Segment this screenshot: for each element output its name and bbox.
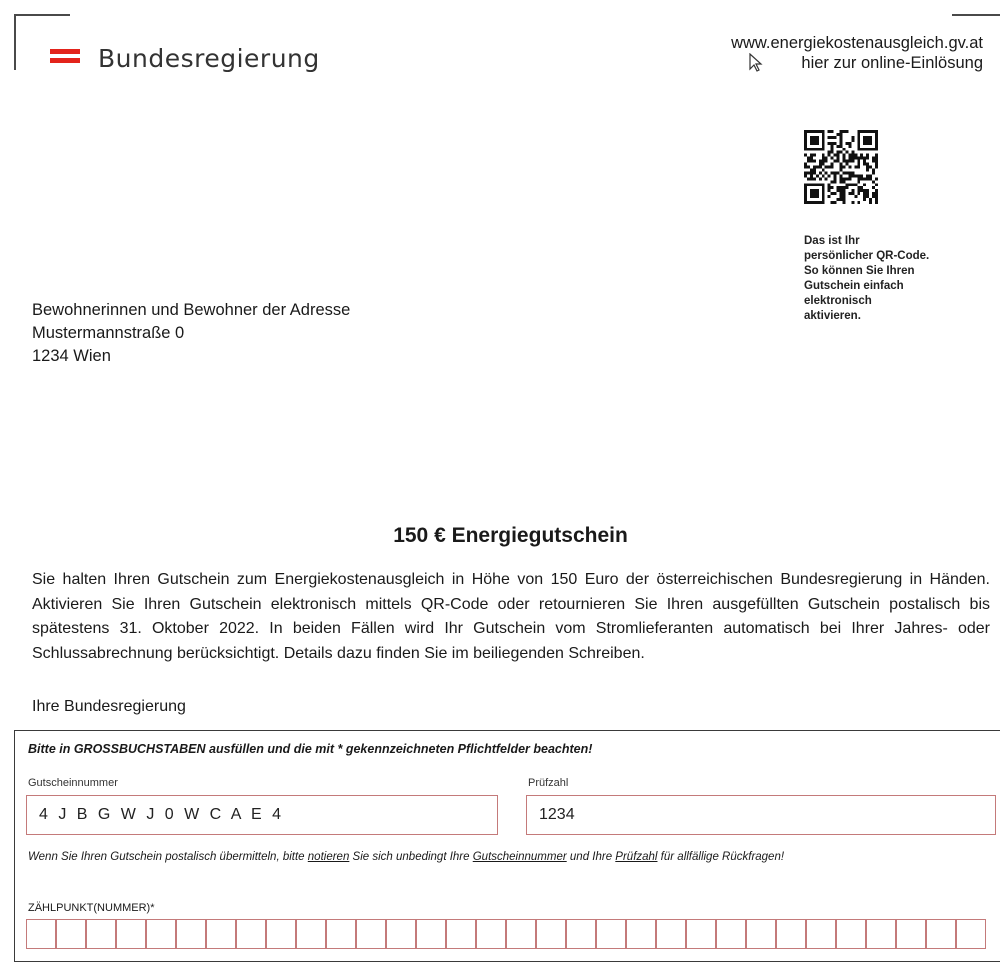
meter-point-cell[interactable] — [116, 919, 146, 949]
meter-point-cell[interactable] — [236, 919, 266, 949]
qr-caption-line: persönlicher QR-Code. — [804, 250, 930, 262]
meter-point-cell[interactable] — [176, 919, 206, 949]
meter-point-cell[interactable] — [206, 919, 236, 949]
meter-point-cell[interactable] — [776, 919, 806, 949]
note-text: für allfällige Rückfragen! — [657, 851, 785, 863]
meter-point-cell[interactable] — [536, 919, 566, 949]
form-instruction: Bitte in GROSSBUCHSTABEN ausfüllen und die mit * gekennzeichneten Pflichtfelder beachten! — [28, 742, 593, 756]
meter-point-cell[interactable] — [746, 919, 776, 949]
qr-caption-line: elektronisch — [804, 295, 872, 307]
website-url[interactable]: www.energiekostenausgleich.gv.at — [731, 34, 983, 52]
meter-point-cell[interactable] — [356, 919, 386, 949]
address-line: Bewohnerinnen und Bewohner der Adresse — [32, 301, 351, 319]
check-digit-label: Prüfzahl — [528, 777, 569, 789]
signoff: Ihre Bundesregierung — [32, 698, 186, 715]
qr-caption-line: Das ist Ihr — [804, 235, 860, 247]
meter-point-cell[interactable] — [146, 919, 176, 949]
qr-caption-line: Gutschein einfach — [804, 280, 904, 292]
qr-caption-line: So können Sie Ihren — [804, 265, 915, 277]
meter-point-cell[interactable] — [56, 919, 86, 949]
logo-text: Bundesregierung — [98, 44, 320, 73]
meter-point-cell[interactable] — [416, 919, 446, 949]
meter-point-cell[interactable] — [686, 919, 716, 949]
qr-code[interactable] — [804, 130, 878, 204]
qr-caption — [804, 234, 964, 324]
meter-point-cell[interactable] — [566, 919, 596, 949]
note-text: Sie sich unbedingt Ihre — [349, 851, 473, 863]
meter-point-cell[interactable] — [26, 919, 56, 949]
address-line: 1234 Wien — [32, 347, 111, 365]
meter-point-cell[interactable] — [506, 919, 536, 949]
meter-point-cell[interactable] — [266, 919, 296, 949]
check-digit-field[interactable]: 1234 — [526, 795, 996, 835]
note-text: und Ihre — [566, 851, 616, 863]
corner-mark-top-right — [952, 14, 1000, 16]
note-text: Wenn Sie Ihren Gutschein postalisch übermitteln, bitte — [28, 851, 308, 863]
note-underlined: Gutscheinnummer — [472, 851, 567, 863]
austria-flag-icon — [50, 49, 80, 67]
meter-point-cell[interactable] — [896, 919, 926, 949]
meter-point-cell[interactable] — [956, 919, 986, 949]
recipient-address — [32, 299, 350, 368]
meter-point-cell[interactable] — [296, 919, 326, 949]
meter-point-cell[interactable] — [836, 919, 866, 949]
voucher-number-label: Gutscheinnummer — [28, 777, 118, 789]
mouse-pointer-icon — [748, 53, 764, 73]
voucher-form — [14, 730, 1000, 962]
meter-point-cell[interactable] — [926, 919, 956, 949]
note-underlined: notieren — [307, 851, 350, 863]
meter-point-cell[interactable] — [716, 919, 746, 949]
voucher-number-field[interactable]: 4 J B G W J 0 W C A E 4 — [26, 795, 498, 835]
meter-point-cell[interactable] — [626, 919, 656, 949]
qr-caption-line: aktivieren. — [804, 310, 861, 322]
meter-point-cell[interactable] — [476, 919, 506, 949]
meter-point-label: ZÄHLPUNKT(NUMMER)* — [28, 902, 155, 914]
meter-point-cell[interactable] — [866, 919, 896, 949]
meter-point-cell[interactable] — [86, 919, 116, 949]
meter-point-field[interactable] — [26, 919, 986, 949]
meter-point-cell[interactable] — [386, 919, 416, 949]
meter-point-cell[interactable] — [656, 919, 686, 949]
body-paragraph: Sie halten Ihren Gutschein zum Energiekostenausgleich in Höhe von 150 Euro der österreichischen Bundesregierung in Händen. Aktivieren Sie Ihren Gutschein elektronisch mittels QR-Code oder retournieren Sie Ihren ausgefüllten Gutschein postalisch bis spätestens 31. Oktober 2022. In beiden Fällen wird Ihr Gutschein vom Stromlieferanten automatisch bei Ihrer Jahres- oder Schlussabrechnung berücksichtigt. Details dazu finden Sie im beiliegenden Schreiben. — [32, 571, 990, 662]
meter-point-cell[interactable] — [326, 919, 356, 949]
meter-point-cell[interactable] — [446, 919, 476, 949]
meter-point-cell[interactable] — [806, 919, 836, 949]
address-line: Mustermannstraße 0 — [32, 324, 185, 342]
meter-point-cell[interactable] — [596, 919, 626, 949]
note-underlined: Prüfzahl — [615, 851, 658, 863]
document-title: 150 € Energiegutschein — [393, 524, 628, 547]
online-redeem-link[interactable]: hier zur online-Einlösung — [801, 54, 983, 72]
form-note — [28, 849, 958, 866]
